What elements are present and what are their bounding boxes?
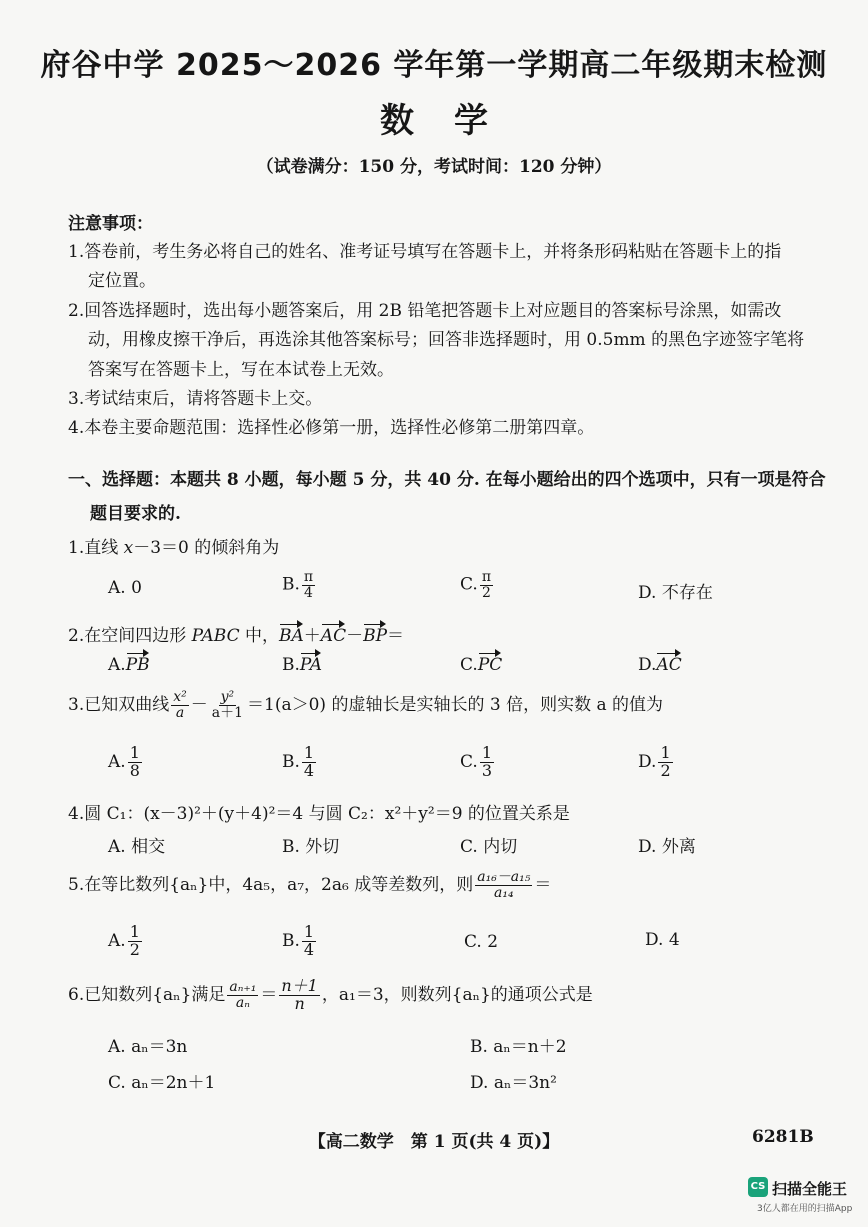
notice-line: 3.考试结束后，请将答题卡上交。 [68,389,323,409]
q4-option-d: D. 外离 [638,837,696,857]
q5-option-b: B. $\frac{1}{4}$ [282,922,315,959]
q1-option-b: B. $\frac{\pi}{4}$ [282,569,314,601]
notice-line: 1.答卷前，考生务必将自己的姓名、准考证号填写在答题卡上，并将条形码粘贴在答题卡上的指 [68,242,782,262]
q3-option-d: D. $\frac{1}{2}$ [638,743,671,780]
notice-line: 4.本卷主要命题范围：选择性必修第一册，选择性必修第二册第四章。 [68,418,595,438]
q5-option-a: A. $\frac{1}{2}$ [108,922,140,959]
notice-heading: 注意事项： [68,214,153,234]
question-4-stem: 4.圆 C₁：(x－3)²＋(y＋4)²＝4 与圆 C₂：x²＋y²＝9 的位置关系是 [68,804,570,824]
q4-option-c: C. 内切 [460,837,518,857]
q4-option-b: B. 外切 [282,837,340,857]
page-footer: 【高二数学 第 1 页(共 4 页)】 [308,1132,560,1152]
q6-option-a: A. aₙ＝3n [108,1037,188,1057]
q1-option-a: A. 0 [108,578,142,598]
q3-option-a: A. $\frac{1}{8}$ [108,743,140,780]
exam-meta: （试卷满分：150 分，考试时间：120 分钟） [256,157,612,177]
section-heading-cont: 题目要求的. [90,504,181,524]
q2-option-c: C.PC [460,655,503,675]
q2-option-b: B.PA [282,655,323,675]
question-1-stem: 1.直线 x－3＝0 的倾斜角为 [68,538,280,558]
notice-line: 答案写在答题卡上，写在本试卷上无效。 [88,360,394,380]
q1-option-c: C. $\frac{\pi}{2}$ [460,569,492,601]
subject-title: 数学 [380,101,528,141]
watermark-subtitle: 3亿人都在用的扫描App [757,1204,853,1214]
q1-option-d: D. 不存在 [638,583,713,603]
paper-code: 6281B [752,1127,814,1147]
q3-option-b: B. $\frac{1}{4}$ [282,743,315,780]
section-heading: 一、选择题：本题共 8 小题，每小题 5 分，共 40 分. 在每小题给出的四个选项中，只有一项是符合 [68,470,826,490]
q4-option-a: A. 相交 [108,837,166,857]
q6-option-b: B. aₙ＝n＋2 [470,1037,567,1057]
notice-line: 定位置。 [88,271,156,291]
question-6-stem: 6.已知数列{aₙ}满足 $\frac{\text{aₙ₊₁}}{\text{aₙ}}$ ＝ $\frac{n+1}{n}$ ，a₁＝3，则数列{aₙ}的通项公式是 [68,976,593,1013]
q2-option-d: D.AC [638,655,682,675]
q6-option-d: D. aₙ＝3n² [470,1073,557,1093]
notice-line: 动，用橡皮擦干净后，再选涂其他答案标号；回答非选择题时，用 0.5mm 的黑色字迹签字笔将 [88,330,805,350]
q6-option-c: C. aₙ＝2n＋1 [108,1073,216,1093]
q2-option-a: A.PB [108,655,150,675]
q3-option-c: C. $\frac{1}{3}$ [460,743,492,780]
question-3-stem: 3.已知双曲线 $\frac{\text{x²}}{a}$ － $\frac{\text{y²}}{a+1}$ ＝1(a＞0) 的虚轴长是实轴长的 3 倍，则实数 a 的值为 [68,689,664,721]
watermark-name: 扫描全能王 [772,1180,848,1198]
exam-title: 府谷中学 2025～2026 学年第一学期高二年级期末检测 [40,48,828,83]
camscanner-logo-icon: CS [748,1177,768,1197]
notice-line: 2.回答选择题时，选出每小题答案后，用 2B 铅笔把答题卡上对应题目的答案标号涂黑，如需改 [68,301,782,321]
q5-option-d: D. 4 [645,930,680,950]
q5-option-c: C. 2 [464,932,499,952]
question-2-stem: 2.在空间四边形 PABC 中，BA＋AC－BP＝ [68,626,405,646]
question-5-stem: 5.在等比数列{aₙ}中，4a₅，a₇，2a₆ 成等差数列，则 $\frac{\text{a₁₆－a₁₅}}{\text{a₁₄}}$ ＝ [68,869,552,901]
